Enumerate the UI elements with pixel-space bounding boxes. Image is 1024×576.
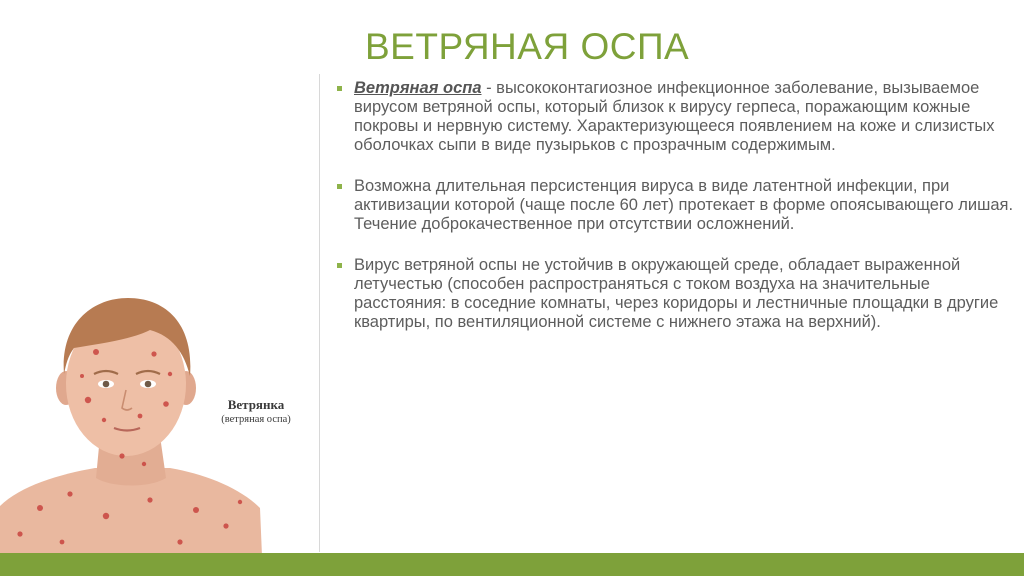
bullet-marker <box>337 86 342 91</box>
bullet-item-persistence <box>336 177 1016 234</box>
bullet-list <box>336 79 1016 332</box>
bullet-marker <box>337 184 342 189</box>
bullet-item-volatility <box>336 256 1016 332</box>
bullet-text: - высококонтагиозное инфекционное заболевание, вызываемое вирусом ветряной оспы, который близок к вирусу герпеса, поражающим кожные покровы и нервную систему. Характеризующееся появлением на коже и слизистых оболочках сыпи в виде пузырьков с прозрачным содержимым. <box>354 79 995 154</box>
slide-title: ВЕТРЯНАЯ ОСПА <box>365 26 690 67</box>
term-highlight: Ветряная оспа <box>354 79 482 97</box>
bullet-text: Возможна длительная персистенция вируса в виде латентной инфекции, при активизации которой (чаще после 60 лет) протекает в форме опоясывающего лишая. Течение доброкачественное при отсутствии осложнений. <box>354 177 1014 233</box>
caption-main: Ветрянка <box>227 397 285 412</box>
image-caption <box>206 397 306 427</box>
bullet-marker <box>337 263 342 268</box>
bullet-item-definition <box>336 79 1016 155</box>
bullet-text: Вирус ветряной оспы не устойчив в окружающей среде, обладает выраженной летучестью (способен распространяться с током воздуха на значительные расстояния: в соседние комнаты, через коридоры и лестничные площадки в другие квартиры, по вентиляционной системе с нижнего этажа на верхний). <box>354 256 999 331</box>
caption-sub: (ветряная оспа) <box>221 414 291 425</box>
bottom-accent-bar <box>0 553 1024 576</box>
